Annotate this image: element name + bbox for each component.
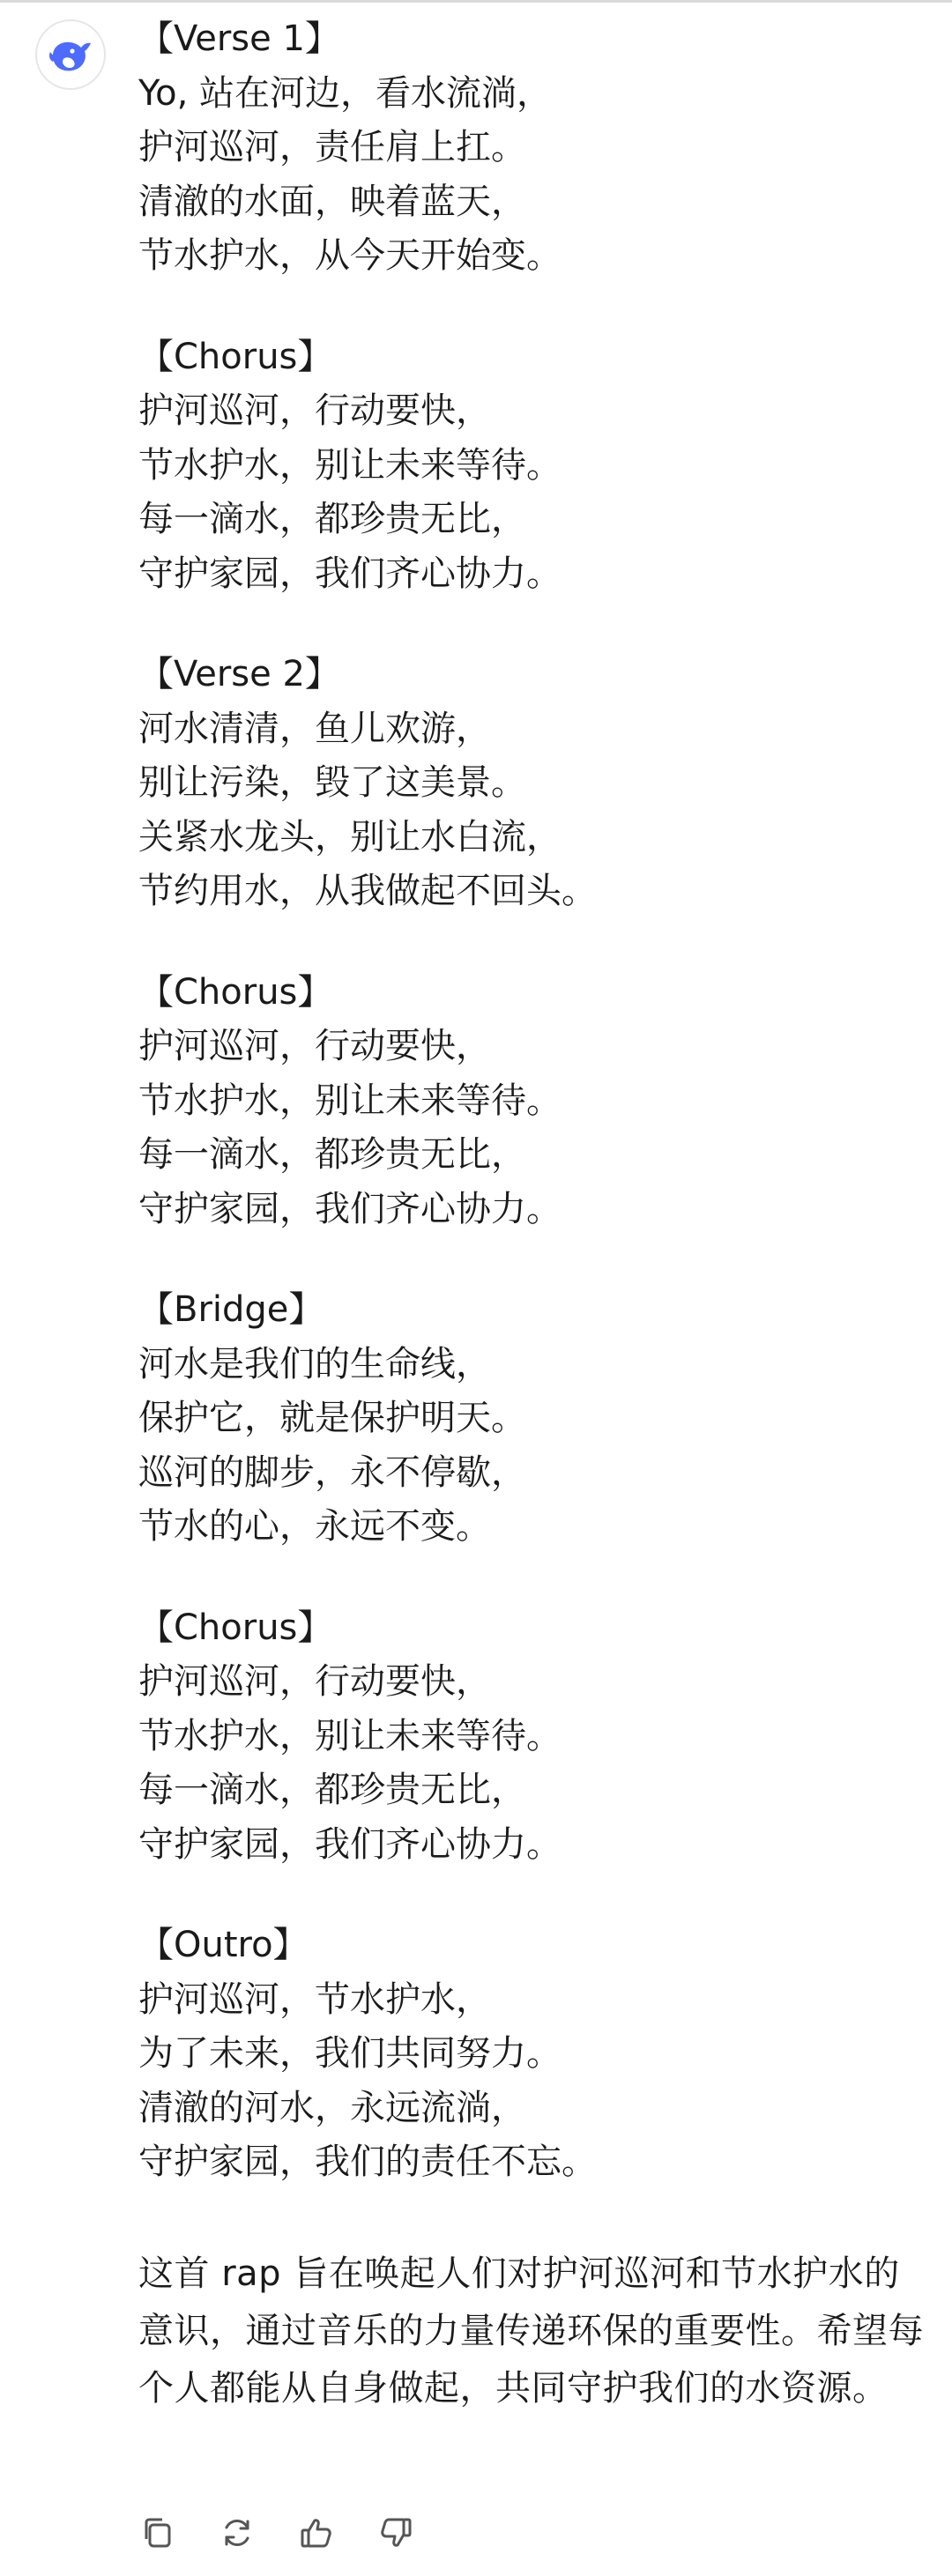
lyric-line: Yo, 站在河边，看水流淌， <box>138 72 553 114</box>
lyric-section <box>138 966 932 1237</box>
regenerate-button[interactable] <box>218 2513 257 2552</box>
lyric-line: 清澈的水面，映着蓝天， <box>138 181 526 222</box>
lyric-section <box>138 330 932 602</box>
lyric-section <box>138 648 932 919</box>
lyric-line: 护河巡河，行动要快， <box>138 390 491 431</box>
lyric-line: 每一滴水，都珍贵无比， <box>138 499 526 539</box>
lyric-line: 护河巡河，行动要快， <box>138 1026 491 1066</box>
summary-paragraph: 这首 rap 旨在唤起人们对护河巡河和节水护水的意识，通过音乐的力量传递环保的重要性。希望每个人都能从自身做起，共同守护我们的水资源。 <box>138 2253 924 2409</box>
lyric-line: 护河巡河，节水护水， <box>138 1978 491 2020</box>
lyric-line: 护河巡河，行动要快， <box>138 1661 491 1702</box>
lyric-line: 河水是我们的生命线， <box>138 1343 491 1385</box>
section-heading: 【Outro】 <box>138 1925 309 1965</box>
copy-button[interactable] <box>138 2513 177 2552</box>
assistant-message <box>138 12 932 2417</box>
copy-icon <box>138 2513 177 2552</box>
lyric-line: 每一滴水，都珍贵无比， <box>138 1770 526 1810</box>
thumbs-up-icon <box>297 2513 336 2552</box>
lyric-line: 守护家园，我们齐心协力。 <box>138 553 562 594</box>
assistant-avatar <box>35 19 106 90</box>
regenerate-icon <box>218 2513 257 2552</box>
section-heading: 【Chorus】 <box>138 971 333 1013</box>
lyric-line: 节水护水，别让未来等待。 <box>138 1080 562 1121</box>
lyric-line: 关紧水龙头，别让水白流， <box>138 816 562 857</box>
lyric-line: 巡河的脚步，永不停歇， <box>138 1451 526 1493</box>
lyric-section <box>138 12 932 284</box>
lyric-line: 守护家园，我们齐心协力。 <box>138 1188 562 1229</box>
section-heading: 【Chorus】 <box>138 336 333 377</box>
section-heading: 【Verse 1】 <box>138 19 340 59</box>
whale-logo-icon <box>45 29 96 80</box>
lyric-line: 节水护水，从今天开始变。 <box>138 235 562 276</box>
lyric-line: 别让污染，毁了这美景。 <box>138 762 526 803</box>
thumbs-down-icon <box>376 2513 415 2552</box>
lyric-line: 守护家园，我们的责任不忘。 <box>138 2142 597 2182</box>
lyric-section <box>138 1919 932 2190</box>
lyric-line: 节约用水，从我做起不回头。 <box>138 871 597 911</box>
section-heading: 【Bridge】 <box>138 1289 324 1330</box>
lyric-section <box>138 1283 932 1555</box>
thumbs-up-button[interactable] <box>297 2513 336 2552</box>
lyric-line: 清澈的河水，永远流淌， <box>138 2087 526 2128</box>
top-divider <box>0 0 952 3</box>
lyric-section <box>138 1601 932 1873</box>
lyric-line: 河水清清，鱼儿欢游， <box>138 708 491 749</box>
lyric-line: 守护家园，我们齐心协力。 <box>138 1823 562 1865</box>
lyric-line: 节水的心，永远不变。 <box>138 1506 491 1547</box>
lyric-line: 节水护水，别让未来等待。 <box>138 444 562 486</box>
lyric-line: 为了未来，我们共同努力。 <box>138 2033 562 2074</box>
lyric-line: 每一滴水，都珍贵无比， <box>138 1134 526 1175</box>
lyric-line: 保护它，就是保护明天。 <box>138 1398 526 1438</box>
thumbs-down-button[interactable] <box>376 2513 415 2552</box>
lyric-line: 节水护水，别让未来等待。 <box>138 1715 562 1756</box>
section-heading: 【Chorus】 <box>138 1607 333 1648</box>
lyric-line: 护河巡河，责任肩上扛。 <box>138 127 526 167</box>
message-actions <box>138 2513 415 2552</box>
section-heading: 【Verse 2】 <box>138 654 340 694</box>
